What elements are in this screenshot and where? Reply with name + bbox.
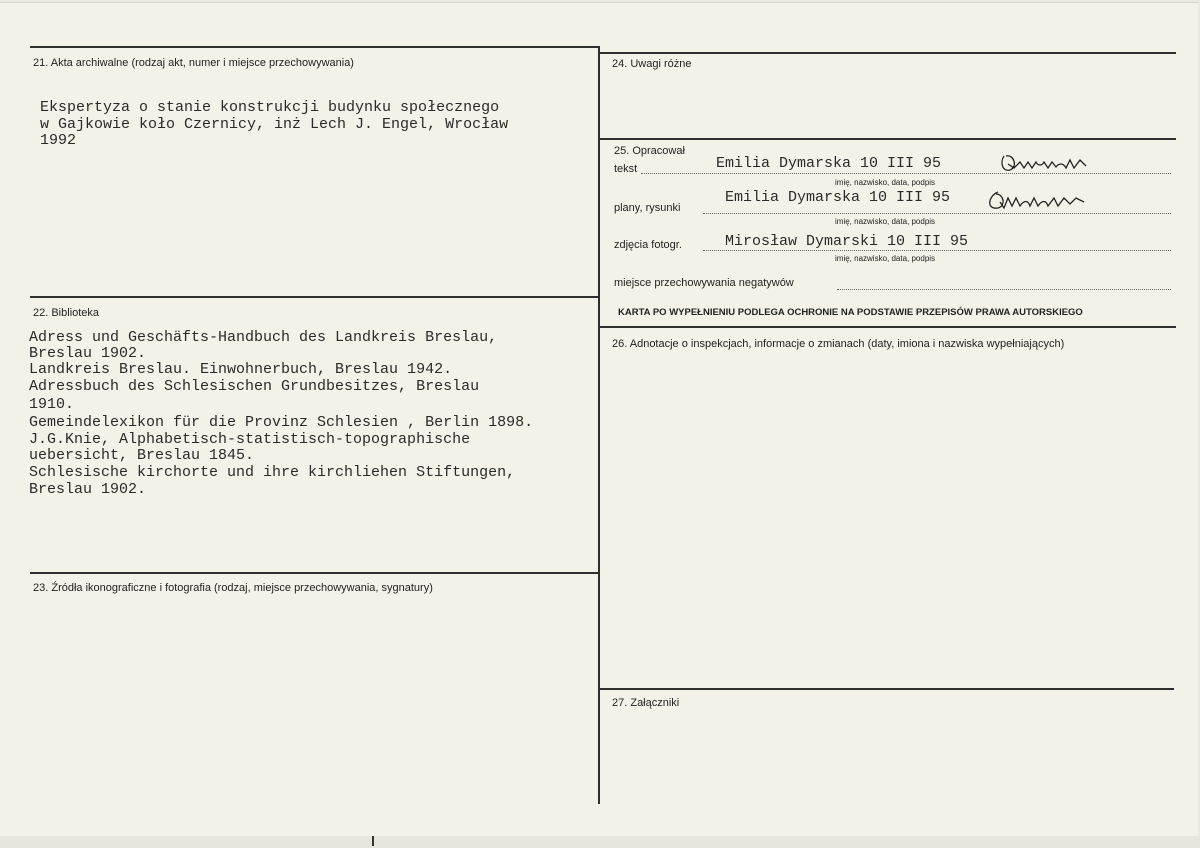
section-26-label: 26. Adnotacje o inspekcjach, informacje o zmianach (daty, imiona i nazwiska wypełniających)	[612, 338, 1065, 350]
section-23-label: 23. Źródła ikonograficzne i fotografia (rodzaj, miejsce przechowywania, sygnatury)	[33, 582, 433, 594]
section-27-label: 27. Załączniki	[612, 697, 680, 709]
field-label-zdjecia: zdjęcia fotogr.	[614, 239, 682, 251]
dotted-line	[703, 213, 1171, 214]
dotted-line	[703, 250, 1171, 251]
section-24-label: 24. Uwagi różne	[612, 58, 692, 70]
divider-22-23	[30, 572, 600, 574]
copyright-notice: KARTA PO WYPEŁNIENIU PODLEGA OCHRONIE NA PODSTAWIE PRZEPISÓW PRAWA AUTORSKIEGO	[618, 307, 1083, 318]
dotted-line	[837, 289, 1171, 290]
author-text-value: Emilia Dymarska 10 III 95	[716, 155, 942, 172]
field-label-plany: plany, rysunki	[614, 202, 681, 214]
divider-25-26	[600, 326, 1176, 328]
center-divider	[598, 47, 600, 804]
bibliography-line: Breslau 1902.	[29, 481, 147, 498]
section-21-label: 21. Akta archiwalne (rodzaj akt, numer i miejsce przechowywania)	[33, 57, 354, 69]
card-edge	[0, 836, 1200, 848]
top-rule-right	[600, 52, 1176, 54]
bibliography-line: 1910.	[29, 396, 75, 413]
bibliography-line: Adress und Geschäfts-Handbuch des Landkreis Breslau,	[29, 329, 498, 346]
field-hint: imię, nazwisko, data, podpis	[835, 217, 936, 226]
divider-26-27	[600, 688, 1174, 690]
divider-24-25	[600, 138, 1176, 140]
author-plans-value: Emilia Dymarska 10 III 95	[725, 189, 951, 206]
bibliography-line: Landkreis Breslau. Einwohnerbuch, Breslau 1942.	[29, 361, 453, 378]
section-21-line: Ekspertyza o stanie konstrukcji budynku społecznego	[40, 99, 500, 116]
section-22-label: 22. Biblioteka	[33, 307, 100, 319]
top-rule-left	[30, 46, 600, 48]
field-hint: imię, nazwisko, data, podpis	[835, 254, 936, 263]
bibliography-line: uebersicht, Breslau 1845.	[29, 447, 255, 464]
bibliography-line: J.G.Knie, Alphabetisch-statistisch-topographische	[29, 431, 471, 448]
field-label-negatives: miejsce przechowywania negatywów	[614, 277, 794, 289]
bibliography-line: Breslau 1902.	[29, 345, 147, 362]
section-21-line: w Gajkowie koło Czernicy, inż Lech J. Engel, Wrocław	[40, 116, 509, 133]
bibliography-line: Gemeindelexikon für die Provinz Schlesien , Berlin 1898.	[29, 414, 534, 431]
author-photos-value: Mirosław Dymarski 10 III 95	[725, 233, 969, 250]
field-label-tekst: tekst	[614, 163, 638, 175]
section-25-label: 25. Opracował	[614, 145, 685, 157]
bibliography-line: Schlesische kirchorte und ihre kirchliehen Stiftungen,	[29, 464, 516, 481]
section-21-line: 1992	[40, 132, 77, 149]
bibliography-line: Adressbuch des Schlesischen Grundbesitzes, Breslau	[29, 378, 480, 395]
field-hint: imię, nazwisko, data, podpis	[835, 178, 936, 187]
signature-plany	[984, 188, 1094, 214]
card-edge-mark	[372, 836, 374, 846]
signature-tekst	[998, 150, 1093, 176]
divider-21-22	[30, 296, 600, 298]
